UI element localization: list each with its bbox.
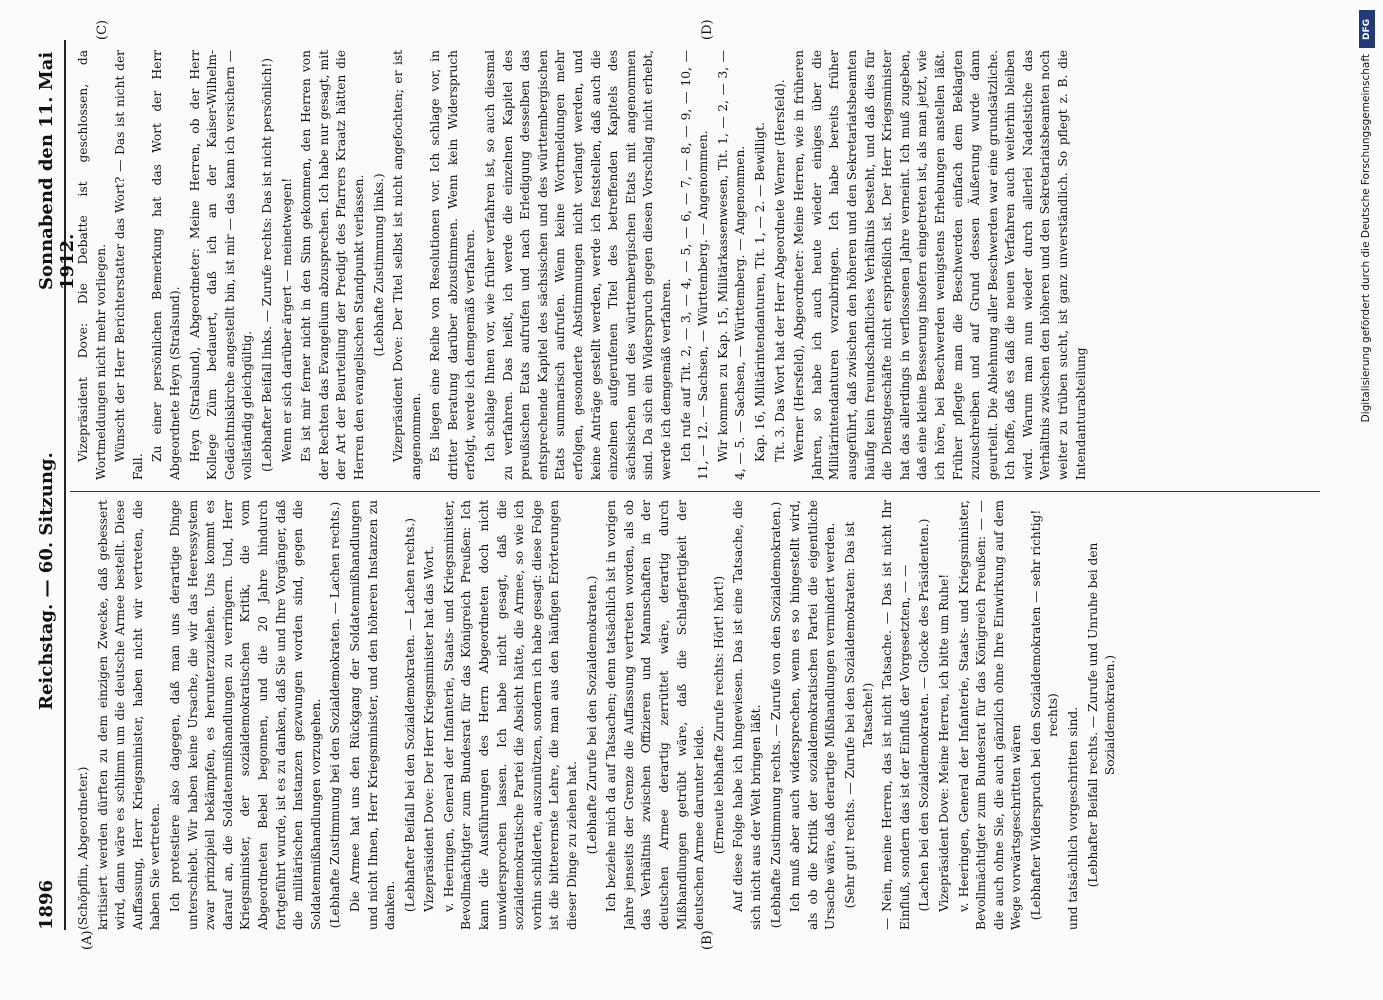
interjection: (Lebhafte Zustimmung bei den Sozialdemokraten. — Lachen rechts.) <box>328 501 343 929</box>
page-header <box>30 40 78 930</box>
paragraph: Es liegen eine Reihe von Resolutionen vor. Ich schlage vor, in dritter Beratung darüber abzustimmen. Wenn kein Widerspruch erfolgt, werde ich demgemäß verfahren. <box>428 50 478 480</box>
paragraph: und tatsächlich vorgeschritten sind. <box>1066 706 1081 930</box>
paragraph: Vizepräsident Dove: Die Debatte ist geschlossen, da Wortmeldungen nicht mehr vorliegen. <box>76 50 108 480</box>
paragraph: Vizepräsident Dove: Der Herr Kriegsminister hat das Wort. <box>422 545 437 912</box>
right-column <box>75 50 1320 480</box>
paragraph: Ich protestiere also dagegen, daß man uns derartige Dinge unterschiebt. Wir haben keine Ursache, die wir das Heeressystem zwar prinzipiell bekämpfen, es herunterzuziehen. Uns kommt es darauf an, die Soldatenmißhandlungen zu verringern. Und, Herr Kriegsminister, der sozialdemokratischen Kritik, die vom Abgeordneten Bebel begonnen, und die 20 Jahre hindurch fortgeführt wurde, ist es zu danken, daß Sie und Ihre Vorgänger, daß die militärischen Instanzen gezwungen worden sind, gegen die Soldatenmißhandlungen vorzugehen. <box>167 500 323 930</box>
paragraph: Vizepräsident Dove: Der Titel selbst ist nicht angefochten; er ist angenommen. <box>391 50 423 480</box>
margin-mark-c: (C) <box>95 19 110 40</box>
paragraph: Werner (Hersfeld), Abgeordneter: Meine Herren, wie in früheren Jahren, so habe ich auch heute wieder einiges über die Militärintendanturen vorzubringen. Ich habe bereits früher ausgeführt, daß zwischen den höheren und den Sekretariatsbeamten häufig kein freundschaftliches Verhältnis besteht, und daß dies für die Dienstgeschäfte nicht ersprießlich ist. Der Herr Kriegsminister hat das allerdings in verflossenen Jahre verneint. Ich muß zugeben, daß eine kleine Besserung insofern eingetreten ist, als man jetzt, wie ich höre, bei Beschwerden wenigstens Erhebungen anstellen läßt. Früher pflegte man die Beschwerden einfach dem Beklagten zuzuschreiben und auf Grund dessen Äußerung wurde dann geurteilt. Die Ablehnung aller Beschwerden war eine grundsätzliche. Ich hoffe, daß es daß die neuen Verfahren auch weiterhin bleiben wird. Warum man nun wieder durch allerlei Nadelstiche das Verhältnis zwischen den höheren und den Sekretariatsbeamten noch weiter zu trüben sucht, ist ganz unverständlich. So pflegt z. B. die Intendanturabteilung <box>792 50 1088 480</box>
interjection: (Lebhafter Beifall links. — Zurufe rechts: Das ist nicht persönlich!) <box>259 57 274 473</box>
paragraph: Heyn (Stralsund), Abgeordneter: Meine Herren, ob der Herr Kollege Züm bedauert, daß ich an der Kaiser-Wilhelm-Gedächtniskirche angestellt bin, ist mir — das kann ich versichern — vollständig gleichgültig. <box>187 50 255 480</box>
interjection: (Lebhafter Widerspruch bei den Sozialdemokraten — sehr richtig! rechts) <box>1028 509 1061 921</box>
paragraph: Ich schlage Ihnen vor, wie früher verfahren ist, so auch diesmal zu verfahren. Das heißt, ich werde die einzelnen Kapitel des preußischen Etats aufrufen und nach Erledigung desselben das entsprechende Kapitel des sächsischen und des württembergischen Etats summarisch aufrufen. Wenn keine Wortmeldungen mehr erfolgen, gesonderte Abstimmungen nicht verlangt werden, und keine Anträge gestellt werden, werde ich feststellen, daß auch die einzelnen aufgerufenen Titel des betreffenden Kapitels des sächsischen und des württembergischen Etats mit angenommen sind. Da sich ein Widerspruch gegen diesen Vorschlag nicht erhebt, werde ich demgemäß verfahren. <box>483 50 673 480</box>
interjection: (Lebhafte Zurufe bei den Sozialdemokraten.) <box>584 575 599 855</box>
interjection: (Lebhafter Beifall bei den Sozialdemokraten. — Lachen rechts.) <box>402 517 417 913</box>
funding-credit <box>1358 10 1376 1000</box>
paragraph: Wenn er sich darüber ärgert — meinetwegen! <box>279 177 294 462</box>
margin-mark-d: (D) <box>700 19 715 40</box>
column-divider <box>70 491 1320 492</box>
page-number: 1896 <box>36 879 57 930</box>
paragraph: Auf diese Folge habe ich hingewiesen. Das ist eine Tatsache, die sich nicht aus der Welt bringen läßt. <box>731 500 763 930</box>
running-title: Reichstag. — 60. Sitzung. <box>36 452 57 710</box>
margin-mark-b: (B) <box>700 930 715 950</box>
paragraph: Ich rufe auf Tit. 2, — 3, — 4, — 5, — 6, — 7, — 8, — 9, — 10, — 11, — 12. — Sachsen, — Württemberg. — Angenommen. <box>678 50 711 480</box>
interjection: (Lachen bei den Sozialdemokraten. — Glocke des Präsidenten.) <box>917 518 932 912</box>
credit-text: Digitalisierung gefördert durch die Deutsche Forschungsgemeinschaft <box>1360 54 1372 423</box>
paragraph: v. Heeringen, General der Infanterie, Staats- und Kriegsminister, Bevollmächtigter zum Bundesrat für das Königreich Preußen: — — die auch ohne Sie, die auch gänzlich ohne Ihre Einwirkung auf dem Wege vorwärtsgeschritten wären <box>956 500 1024 930</box>
paragraph: v. Heeringen, General der Infanterie, Staats- und Kriegsminister, Bevollmächtigter zum Bundesrat für das Königreich Preußen: Ich kann die Ausführungen des Herrn Abgeordneten doch nicht unwidersprochen lassen. Ich habe nicht gesagt, daß die sozialdemokratische Partei die Absicht hätte, die Armee, so wie ich vorhin schilderte, auszunützen, sondern ich habe gesagt: diese Folge ist die bitterernste Lehre, die man aus den häufigen Erörterungen dieser Dinge zu ziehen hat. <box>441 500 580 930</box>
paragraph: — Nein, meine Herren, das ist nicht Tatsache. — Das ist nicht Ihr Einfluß, sondern das ist der Einfluß der Vorgesetzten, — — <box>880 500 912 930</box>
paragraph: Wir kommen zu Kap. 15, Militärkassenwesen, Tit. 1, — 2, — 3, — 4, — 5. — Sachsen, — Württemberg. — Angenommen. <box>715 50 748 480</box>
paragraph: Es ist mir ferner nicht in den Sinn gekommen, den Herren von der Rechten das Evangelium abzusprechen. Ich habe nur gesagt, mit der Art der Beurteilung der Predigt des Pfarrers Kraatz hätten die Herren den evangelischen Standpunkt verlassen. <box>299 50 366 480</box>
interjection: (Lebhafter Beifall rechts. — Zurufe und Unruhe bei den Sozialdemokraten.) <box>1085 542 1118 888</box>
paragraph: Tit. 3. Das Wort hat der Herr Abgeordnete Werner (Hersfeld). <box>772 79 787 462</box>
paragraph: Ich beziehe mich da auf Tatsachen; denn tatsächlich ist in vorigen Jahre jenseits der Grenze die Auffassung vertreten worden, als ob das Verhältnis zwischen Offizieren und Mannschaften in der deutschen Armee derartig zerrüttet wäre, derartig durch Mißhandlungen getrübt wäre, daß die Schlagfertigkeit der deutschen Armee darunter leide. <box>604 500 707 930</box>
left-column <box>75 500 1320 930</box>
interjection: (Sehr gut! rechts. — Zurufe bei den Sozialdemokraten: Das ist Tatsache!) <box>842 521 875 909</box>
date-line: Sonnabend den 11. Mai 1912. <box>36 51 78 290</box>
paragraph: kritisiert werden dürften zu dem einzigen Zwecke, daß gebessert wird, dann wäre es schlimm um die deutsche Armee bestellt. Diese Auffassung, Herr Kriegsminister, haben nicht wir vertreten, die haben Sie vertreten. <box>95 500 163 930</box>
paragraph: Zu einer persönlichen Bemerkung hat das Wort der Herr Abgeordnete Heyn (Stralsund). <box>150 50 182 480</box>
interjection: (Lebhafte Zustimmung links.) <box>371 173 386 357</box>
speaker-tag: (Schöpflin, Abgeordneter.) <box>76 766 90 930</box>
dfg-logo: DFG <box>1359 10 1375 48</box>
paragraph: Ich muß aber auch widersprechen, wenn es so hingestellt wird, als ob die Kritik der sozialdemokratischen Partei die eigentliche Ursache wäre, daß derartige Mißhandlungen vermindert werden. <box>788 500 838 930</box>
interjection: (Erneute lebhafte Zurufe rechts: Hört! hört!) <box>711 575 726 855</box>
paragraph: Die Armee hat uns den Rückgang der Soldatenmißhandlungen und nicht Ihnen, Herr Kriegsminister, und den höheren Instanzen zu danken. <box>347 500 398 930</box>
paragraph: Wünscht der Herr Berichterstatter das Wort? — Das ist nicht der Fall. <box>113 50 145 480</box>
margin-mark-a: (A) <box>80 930 95 950</box>
paragraph: Kap. 16, Militärintendanturen, Tit. 1, — 2. — Bewilligt. <box>752 122 767 462</box>
paragraph: Vizepräsident Dove: Meine Herren, ich bitte um Ruhe! <box>936 573 951 912</box>
interjection: (Lebhafte Zustimmung rechts. — Zurufe von den Sozialdemokraten.) <box>768 501 783 929</box>
